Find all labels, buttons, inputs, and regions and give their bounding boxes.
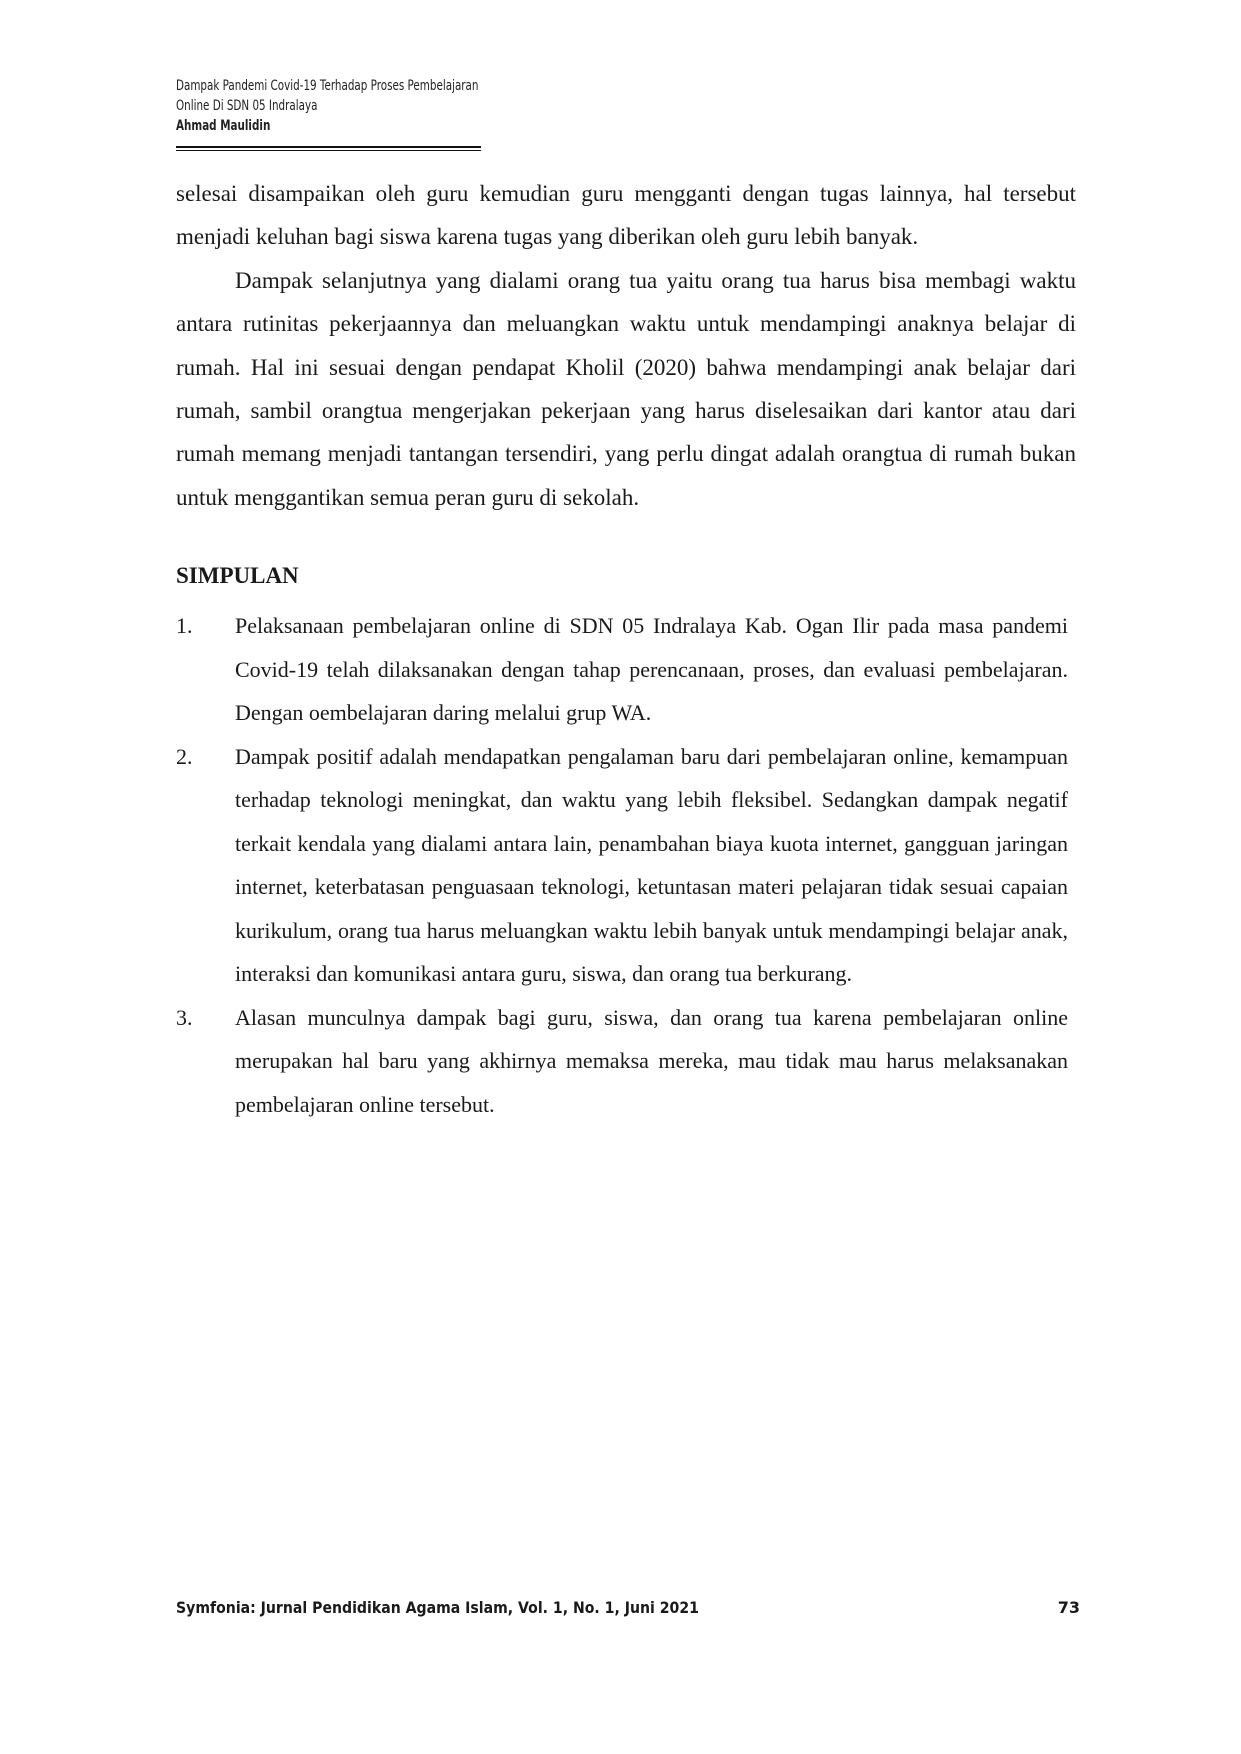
running-header (176, 76, 478, 136)
article-title-line-1: Dampak Pandemi Covid-19 Terhadap Proses Pembelajaran (176, 78, 479, 94)
body-paragraph-continuation: selesai disampaikan oleh guru kemudian guru mengganti dengan tugas lainnya, hal tersebut menjadi keluhan bagi siswa karena tugas yang diberikan oleh guru lebih banyak. (176, 181, 1076, 250)
list-number: 1. (176, 613, 193, 638)
body-paragraph: Dampak selanjutnya yang dialami orang tua yaitu orang tua harus bisa membagi waktu antara rutinitas pekerjaannya dan meluangkan waktu untuk mendampingi anaknya belajar di rumah. Hal ini sesuai dengan pendapat Kholil (2020) bahwa mendampingi anak belajar dari rumah, sambil orangtua mengerjakan pekerjaan yang harus diselesaikan dari kantor atau dari rumah memang menjadi tantangan tersendiri, yang perlu dingat adalah orangtua di rumah bukan untuk menggantikan semua peran guru di sekolah. (176, 267, 1076, 510)
list-number: 2. (176, 743, 193, 769)
journal-citation: Symfonia: Jurnal Pendidikan Agama Islam, Vol. 1, No. 1, Juni 2021 (176, 1598, 699, 1617)
list-item-text: Alasan munculnya dampak bagi guru, siswa, dan orang tua karena pembelajaran online merupakan hal baru yang akhirnya memaksa mereka, mau tidak mau harus melaksanakan pembelajaran online tersebut. (235, 1004, 1068, 1117)
list-item-text: Dampak positif adalah mendapatkan pengalaman baru dari pembelajaran online, kemampuan terhadap teknologi meningkat, dan waktu yang lebih fleksibel. Sedangkan dampak negatif terkait kendala yang dialami antara lain, penambahan biaya kuota internet, gangguan jaringan internet, keterbatasan penguasaan teknologi, ketuntasan materi pelajaran tidak sesuai capaian kurikulum, orang tua harus meluangkan waktu lebih banyak untuk mendampingi belajar anak, interaksi dan komunikasi antara guru, siswa, dan orang tua berkurang. (235, 743, 1068, 986)
article-title-line-2: Online Di SDN 05 Indralaya (176, 98, 318, 114)
author-name: Ahmad Maulidin (176, 118, 271, 134)
page-number: 73 (1057, 1598, 1080, 1617)
conclusion-list (176, 604, 1068, 1126)
conclusion-item (176, 735, 1068, 996)
page-footer (176, 1598, 1080, 1617)
list-item-text: Pelaksanaan pembelajaran online di SDN 05 Indralaya Kab. Ogan Ilir pada masa pandemi Covid-19 telah dilaksanakan dengan tahap perencanaan, proses, dan evaluasi pembelajaran. Dengan oembelajaran daring melalui grup WA. (235, 613, 1068, 725)
header-rule (176, 146, 481, 148)
section-heading-simpulan: SIMPULAN (176, 563, 299, 588)
list-number: 3. (176, 1004, 193, 1030)
conclusion-item (176, 996, 1068, 1127)
conclusion-item (176, 604, 1068, 735)
header-rule-thin (176, 150, 481, 151)
body-text (176, 172, 1076, 519)
